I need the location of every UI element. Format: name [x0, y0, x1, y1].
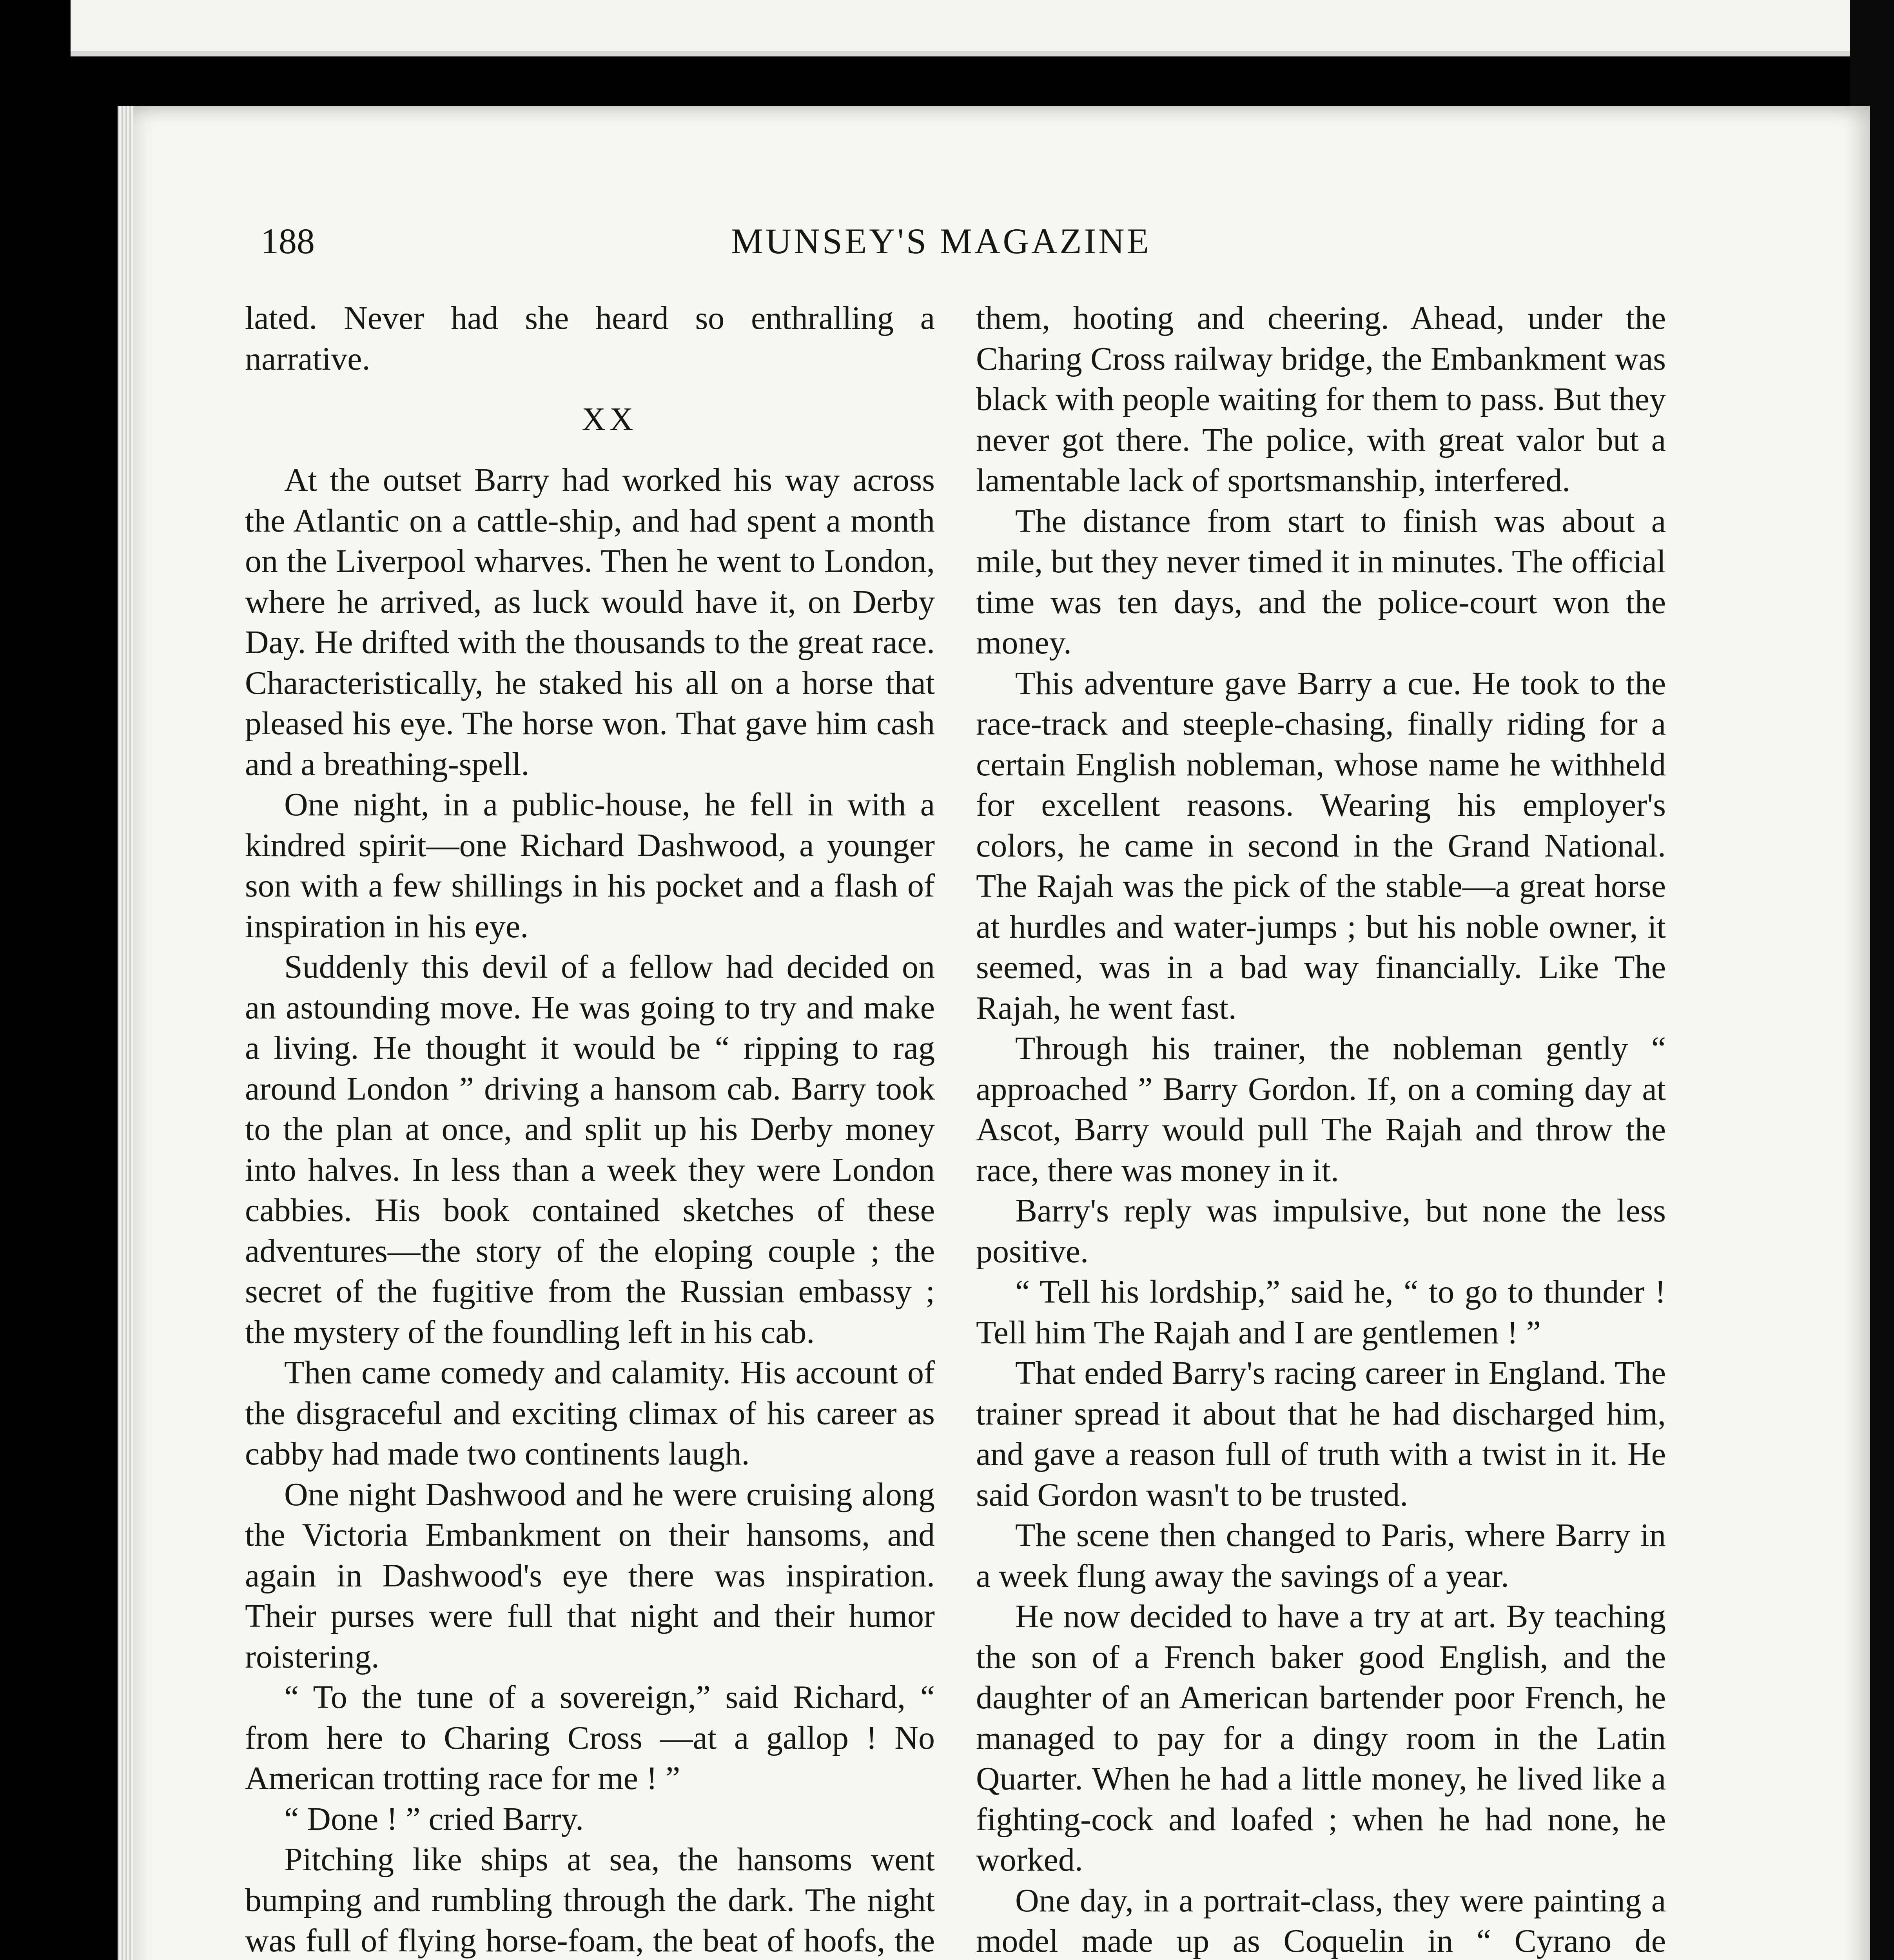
page-number: 188 [261, 221, 315, 261]
paragraph: One night, in a public-house, he fell in with a kindred spirit—one Richard Dashwood, a younger son with a few shillings in his pocket and a flash of inspiration in his eye. [245, 786, 935, 945]
running-head [261, 212, 1664, 270]
right-column [976, 298, 1666, 1960]
previous-page-edge [71, 0, 1850, 56]
paragraph: One day, in a portrait-class, they were painting a model made up as Coquelin in “ Cyrano de [976, 1882, 1666, 1959]
paragraph: “ Done ! ” cried Barry. [284, 1800, 584, 1837]
section-number: XX [582, 401, 637, 437]
paragraph: Barry's reply was impulsive, but none the less positive. [976, 1192, 1666, 1270]
paragraph: This adventure gave Barry a cue. He took to the race-track and steeple-chasing, finally riding for a certain English nobleman, whose name he withheld for excellent reasons. Wearing his employer's colors, he came in second in the Grand National. The Rajah was the pick of the stable—a great horse at hurdles and water-jumps ; but his noble owner, it seemed, was in a bad way financially. Like The Rajah, he went fast. [976, 665, 1666, 1026]
paragraph: One night Dashwood and he were cruising along the Victoria Embankment on their hansoms, and again in Dashwood's eye there was inspiration. Their purses were full that night and their humor roistering. [245, 1476, 935, 1675]
paragraph: Through his trainer, the nobleman gently “ approached ” Barry Gordon. If, on a coming day at Ascot, Barry would pull The Rajah and throw the race, there was money in it. [976, 1030, 1666, 1189]
paragraph: That ended Barry's racing career in England. The trainer spread it about that he had discharged him, and gave a reason full of truth with a twist in it. He said Gordon wasn't to be trusted. [976, 1355, 1666, 1513]
paragraph: The distance from start to finish was about a mile, but they never timed it in minutes. The official time was ten days, and the police-court won the money. [976, 503, 1666, 661]
paragraph: He now decided to have a try at art. By teaching the son of a French baker good English, and the daughter of an American bartender poor French, he managed to pay for a dingy room in the Latin Quarter. When he had a little money, he lived like a fighting-cock and loafed ; when he had none, he worked. [976, 1598, 1666, 1878]
paragraph: them, hooting and cheering. Ahead, under the Charing Cross railway bridge, the Embankment was black with people waiting for them to pass. But they never got there. The police, with great valor but a lamentable lack of sportsmanship, interfered. [976, 300, 1666, 499]
paragraph: lated. Never had she heard so enthralling a narrative. [245, 300, 935, 377]
paragraph: Suddenly this devil of a fellow had decided on an astounding move. He was going to try and make a living. He thought it would be “ ripping to rag around London ” driving a hansom cab. Barry took to the plan at once, and split up his Derby money into halves. In less than a week they were London cabbies. His book contained sketches of these adventures—the story of the eloping couple ; the secret of the fugitive from the Russian embassy ; the mystery of the foundling left in his cab. [245, 949, 935, 1350]
paragraph: Then came comedy and calamity. His account of the disgraceful and exciting climax of his career as cabby had made two continents laugh. [245, 1354, 935, 1472]
paragraph: At the outset Barry had worked his way across the Atlantic on a cattle-ship, and had spent a month on the Liverpool wharves. Then he went to London, where he arrived, as luck would have it, on Derby Day. He drifted with the thousands to the great race. Characteristically, he staked his all on a horse that pleased his eye. The horse won. That gave him cash and a breathing-spell. [245, 462, 935, 782]
paragraph: Pitching like ships at sea, the hansoms went bumping and rumbling through the dark. The night was full of flying horse-foam, the beat of hoofs, the [245, 1841, 935, 1959]
paragraph: “ To the tune of a sovereign,” said Richard, “ from here to Charing Cross —at a gallop ! No American trotting race for me ! ” [245, 1679, 935, 1797]
magazine-name: MUNSEY'S MAGAZINE [731, 221, 1151, 261]
paragraph: “ Tell his lordship,” said he, “ to go to thunder ! Tell him The Rajah and I are gentlemen ! ” [976, 1274, 1666, 1351]
paragraph: The scene then changed to Paris, where Barry in a week flung away the savings of a year. [976, 1517, 1666, 1594]
page-stack-edge [118, 106, 133, 1960]
left-column [245, 298, 935, 1960]
